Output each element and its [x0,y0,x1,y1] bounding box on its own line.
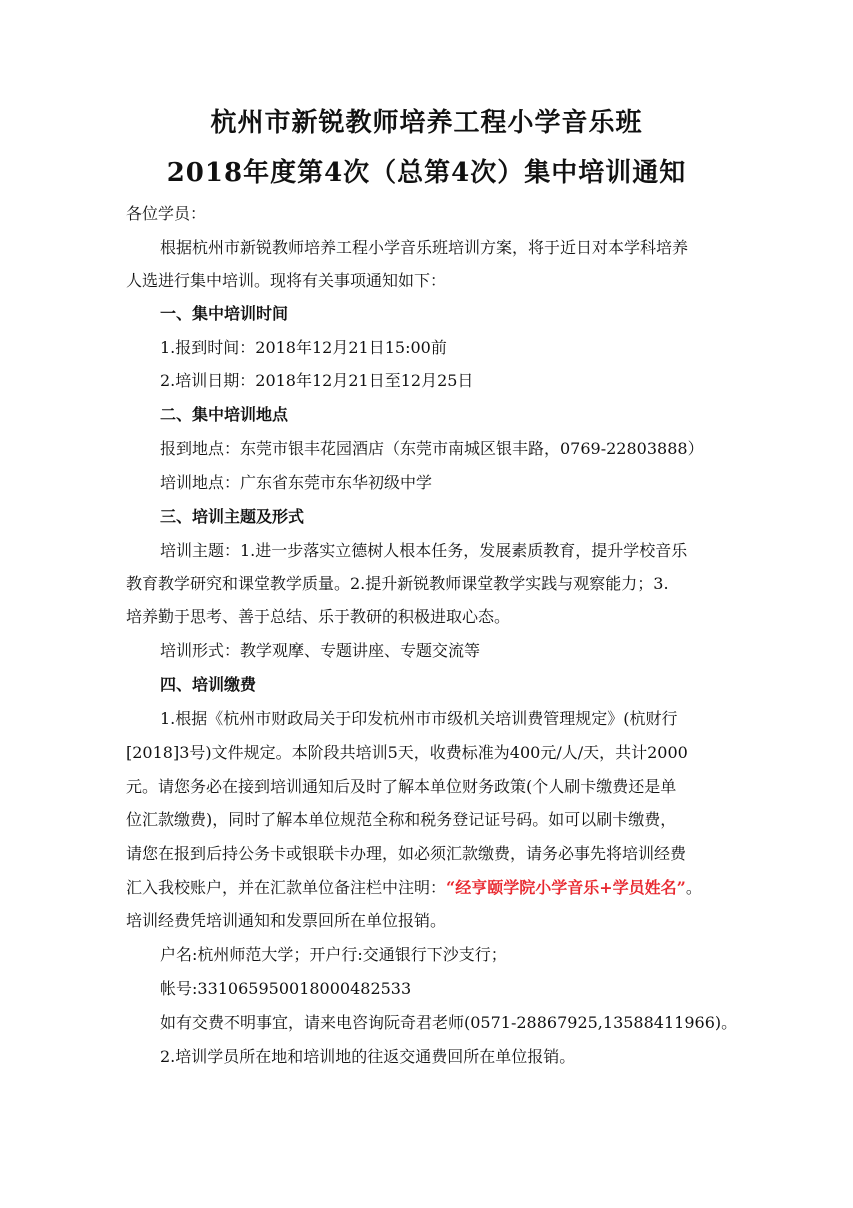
section-3-theme-line-2: 教育教学研究和课堂教学质量。2.提升新锐教师课堂教学实践与观察能力；3. [126,574,669,593]
document-title-line2: 2018年度第4次（总第4次）集中培训通知 [166,158,687,188]
section-3-theme-line-1: 培训主题：1.进一步落实立德树人根本任务，发展素质教育，提升学校音乐 [160,541,688,560]
section-4-para-2: 2.培训学员所在地和培训地的往返交通费回所在单位报销。 [160,1047,576,1066]
section-4-para-1-line-3: 元。请您务必在接到培训通知后及时了解本单位财务政策(个人刷卡缴费还是单 [126,777,677,796]
section-1-item-1: 1.报到时间：2018年12月21日15:00前 [160,338,447,357]
intro-line-2: 人选进行集中培训。现将有关事项通知如下： [126,271,447,290]
remittance-instruction-text: 汇入我校账户，并在汇款单位备注栏中注明： [126,878,447,897]
sentence-end: 。 [685,878,702,897]
bank-account-name: 户名:杭州师范大学；开户行:交通银行下沙支行； [160,945,507,964]
section-3-theme-line-3: 培养勤于思考、善于总结、乐于教研的积极进取心态。 [126,607,511,626]
salutation: 各位学员： [126,204,207,223]
section-1-heading: 一、集中培训时间 [160,304,289,323]
section-3-heading: 三、培训主题及形式 [160,507,305,526]
section-4-para-1-line-7: 培训经费凭培训通知和发票回所在单位报销。 [126,911,447,930]
section-4-para-1-line-1: 1.根据《杭州市财政局关于印发杭州市市级机关培训费管理规定》(杭财行 [160,709,678,728]
section-4-para-1-line-6 [126,871,736,904]
section-2-item-1: 报到地点：东莞市银丰花园酒店（东莞市南城区银丰路，0769-22803888） [160,439,704,458]
section-1-item-2: 2.培训日期：2018年12月21日至12月25日 [160,371,474,390]
section-4-para-1-line-5: 请您在报到后持公务卡或银联卡办理，如必须汇款缴费，请务必事先将培训经费 [126,844,687,863]
section-4-heading: 四、培训缴费 [160,675,257,694]
intro-line-1: 根据杭州市新锐教师培养工程小学音乐班培训方案，将于近日对本学科培养 [160,238,689,257]
section-4-para-1-line-4: 位汇款缴费)，同时了解本单位规范全称和税务登记证号码。如可以刷卡缴费， [126,810,677,829]
document-title-line1: 杭州市新锐教师培养工程小学音乐班 [210,108,643,138]
section-4-para-1-line-2: [2018]3号)文件规定。本阶段共培训5天，收费标准为400元/人/天，共计2000 [126,743,688,762]
section-2-item-2: 培训地点：广东省东莞市东华初级中学 [160,473,433,492]
remittance-note-highlight: “经亨颐学院小学音乐+学员姓名” [446,878,686,897]
section-2-heading: 二、集中培训地点 [160,405,289,424]
bank-account-number: 帐号:331065950018000482533 [160,979,412,998]
section-3-form: 培训形式：教学观摩、专题讲座、专题交流等 [160,641,481,660]
contact-info: 如有交费不明事宜，请来电咨询阮奇君老师(0571-28867925,13588411966)。 [160,1013,738,1032]
